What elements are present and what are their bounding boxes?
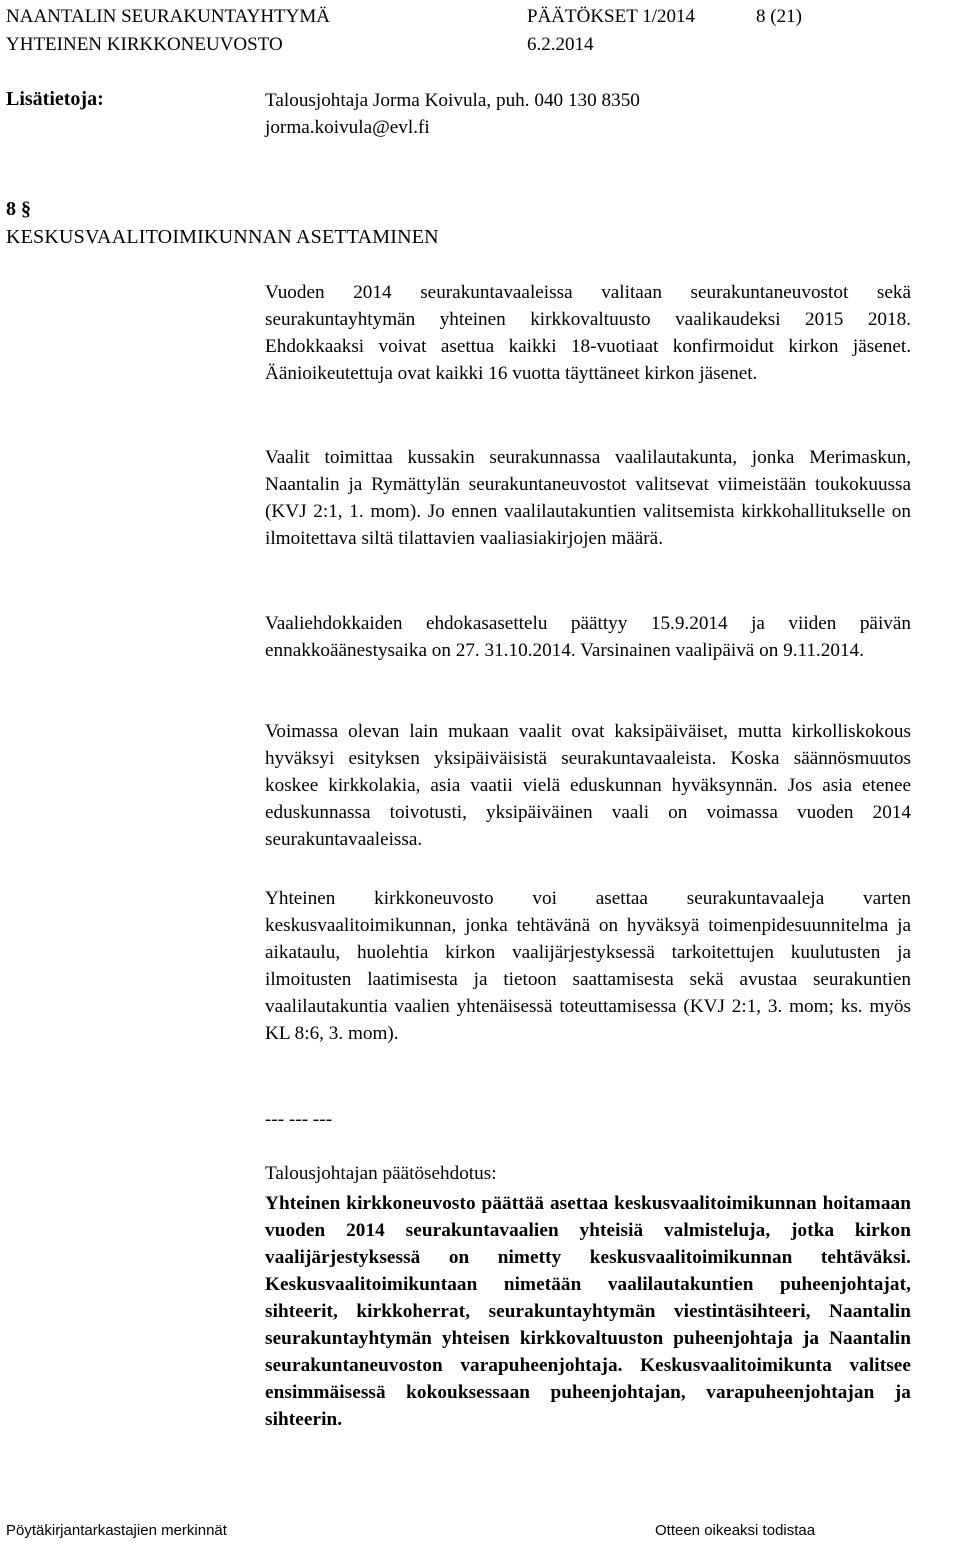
separator: --- --- --- xyxy=(265,1109,333,1130)
footer-left: Pöytäkirjantarkastajien merkinnät xyxy=(6,1522,227,1539)
contact-line-1: Talousjohtaja Jorma Koivula, puh. 040 130 8350 xyxy=(265,90,640,111)
contact-email: jorma.koivula@evl.fi xyxy=(265,117,430,138)
paragraph-5: Yhteinen kirkkoneuvosto voi asettaa seurakuntavaaleja varten keskusvaalitoimikunnan, jonka tehtävänä on hyväksyä toimenpidesuunnitelma ja aikataulu, huolehtia kirkon vaalijärjestyksessä tarkoitettujen kuulutusten ja ilmoitusten laatimisesta ja tietoon saattamisesta sekä avustaa seurakuntien vaalilautakuntia vaalien yhtenäisessä toteuttamisessa (KVJ 2:1, 3. mom; ks. myös KL 8:6, 3. mom). xyxy=(265,888,911,1044)
contact-label: Lisätietoja: xyxy=(6,88,104,110)
header-page-number: 8 (21) xyxy=(756,6,802,27)
paragraph-1: Vuoden 2014 seurakuntavaaleissa valitaan seurakuntaneuvostot sekä seurakuntayhtymän yhteinen kirkkovaltuusto vaalikaudeksi 2015 2018. Ehdokkaaksi voivat asettua kaikki 18-vuotiaat konfirmoidut kirkon jäsenet. Äänioikeutettuja ovat kaikki 16 vuotta täyttäneet kirkon jäsenet. xyxy=(265,282,911,384)
header-date: 6.2.2014 xyxy=(527,34,594,55)
paragraph-4: Voimassa olevan lain mukaan vaalit ovat kaksipäiväiset, mutta kirkolliskokous hyväksyi esityksen yksipäiväisistä seurakuntavaaleista. Koska säännösmuutos koskee kirkkolakia, asia vaatii vielä eduskunnan hyväksynnän. Jos asia etenee eduskunnassa toivotusti, yksipäiväinen vaali on voimassa vuoden 2014 seurakuntavaaleissa. xyxy=(265,721,911,850)
header-body: YHTEINEN KIRKKONEUVOSTO xyxy=(6,34,283,55)
section-number: 8 § xyxy=(6,198,31,220)
footer-right: Otteen oikeaksi todistaa xyxy=(655,1522,816,1539)
proposal-text: Yhteinen kirkkoneuvosto päättää asettaa keskusvaalitoimikunnan hoitamaan vuoden 2014 seurakuntavaalien yhteisiä valmisteluja, jotka kirkon vaalijärjestyksessä on nimetty keskusvaalitoimikunnan tehtäväksi. Keskusvaalitoimikuntaan nimetään vaalilautakuntien puheenjohtajat, sihteerit, kirkkoherrat, seurakuntayhtymän viestintäsihteeri, Naantalin seurakuntayhtymän yhteisen kirkkovaltuuston puheenjohtaja ja Naantalin seurakuntaneuvoston varapuheenjohtaja. Keskusvaalitoimikunta valitsee ensimmäisessä kokouksessaan puheenjohtajan, varapuheenjohtajan ja sihteerin. xyxy=(265,1193,911,1430)
proposal-label: Talousjohtajan päätösehdotus: xyxy=(265,1163,497,1184)
paragraph-3: Vaaliehdokkaiden ehdokasasettelu päättyy 15.9.2014 ja viiden päivän ennakkoäänestysaika on 27. 31.10.2014. Varsinainen vaalipäivä on 9.11.2014. xyxy=(265,613,911,661)
header-organization: NAANTALIN SEURAKUNTAYHTYMÄ xyxy=(6,6,330,27)
section-title: KESKUSVAALITOIMIKUNNAN ASETTAMINEN xyxy=(6,226,439,248)
header-document: PÄÄTÖKSET 1/2014 xyxy=(527,6,696,27)
paragraph-2: Vaalit toimittaa kussakin seurakunnassa vaalilautakunta, jonka Merimaskun, Naantalin ja Rymättylän seurakuntaneuvostot valitsevat viimeistään toukokuussa (KVJ 2:1, 1. mom). Jo ennen vaalilautakuntien valitsemista kirkkohallitukselle on ilmoitettava siltä tilattavien vaaliasiakirjojen määrä. xyxy=(265,447,911,549)
